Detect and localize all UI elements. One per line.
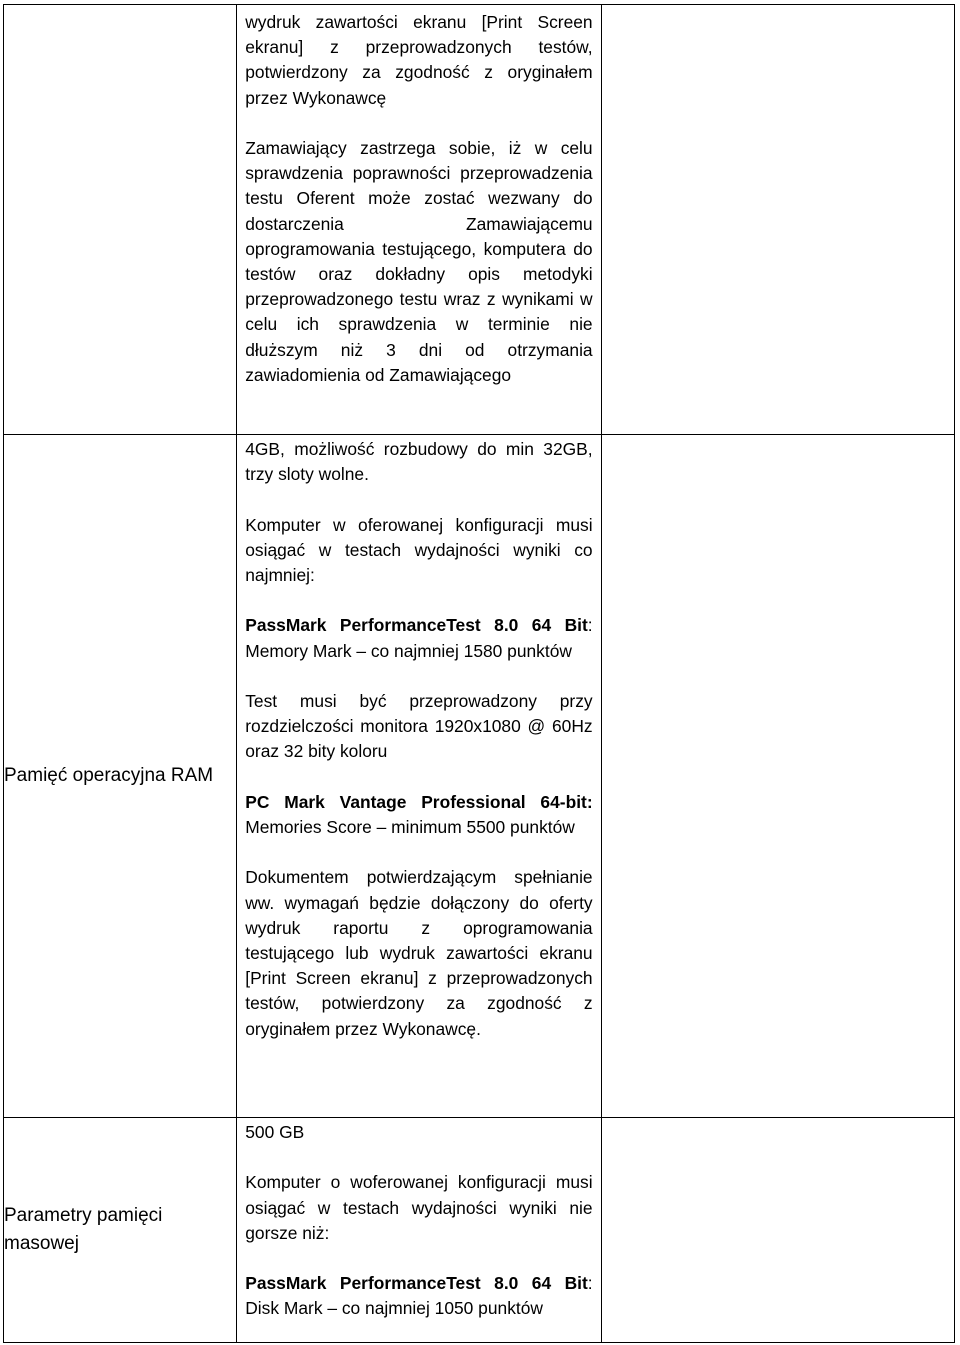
param-name-ram: Pamięć operacyjna RAM [4,765,214,786]
offer-cell [601,435,954,1118]
ram-capacity: 4GB, możliwość rozbudowy do min 32GB, trzy sloty wolne. [245,439,593,485]
requirement-cell [237,5,601,435]
offer-cell [601,5,954,435]
ram-benchmark-intro: Komputer w oferowanej konfiguracji musi osiągać w testach wydajności wyniki co najmniej: [245,514,593,585]
ram-test-conditions: Test musi być przeprowadzony przy rozdzielczości monitora 1920x1080 @ 60Hz oraz 32 bity koloru [245,690,593,762]
param-name-cell [4,435,237,1118]
storage-capacity: 500 GB [245,1122,305,1142]
description-paragraph: wydruk zawartości ekranu [Print Screen ekranu] z przeprowadzonych testów, potwierdzony za zgodność z oryginałem przez Wykonawcę [245,12,593,108]
ram-passmark: PassMark PerformanceTest 8.0 64 Bit: Memory Mark – co najmniej 1580 punktów [245,615,593,661]
spec-table [3,4,955,1343]
ram-proof-document: Dokumentem potwierdzającym spełnianie ww. wymagań będzie dołączony do oferty wydruk raportu z oprogramowania testującego lub wydruk zawartości ekranu [Print Screen ekranu] z przeprowadzonych testów, potwierdzony za zgodność z oryginałem przez Wykonawcę. [245,867,593,1039]
param-name-cell [4,1118,237,1343]
table-row [4,5,955,435]
offer-cell [601,1118,954,1343]
ram-pcmark: PC Mark Vantage Professional 64-bit: Memories Score – minimum 5500 punktów [245,791,593,837]
storage-benchmark-intro: Komputer o woferowanej konfiguracji musi osiągać w testach wydajności wyniki nie gorsze niż: [245,1172,593,1243]
table-row [4,435,955,1118]
param-name-storage: Parametry pamięci masowej [4,1205,163,1254]
benchmark-name: PassMark PerformanceTest 8.0 64 Bit [245,1273,588,1294]
benchmark-name: PassMark PerformanceTest 8.0 64 Bit [245,615,588,636]
description-paragraph: Zamawiający zastrzega sobie, iż w celu sprawdzenia poprawności przeprowadzenia testu Oferent może zostać wezwany do dostarczenia Zamawiającemu oprogramowania testującego, komputera do testów oraz dokładny opis metodyki przeprowadzonego testu wraz z wynikami w celu ich sprawdzenia w terminie nie dłuższym niż 3 dni od otrzymania zawiadomienia od Zamawiającego [245,138,593,385]
requirement-cell [237,435,601,1118]
param-name-cell [4,5,237,435]
table-row [4,1118,955,1343]
benchmark-name: PC Mark Vantage Professional 64-bit: [245,791,593,812]
storage-passmark: PassMark PerformanceTest 8.0 64 Bit: Disk Mark – co najmniej 1050 punktów [245,1273,593,1319]
requirement-cell [237,1118,601,1343]
